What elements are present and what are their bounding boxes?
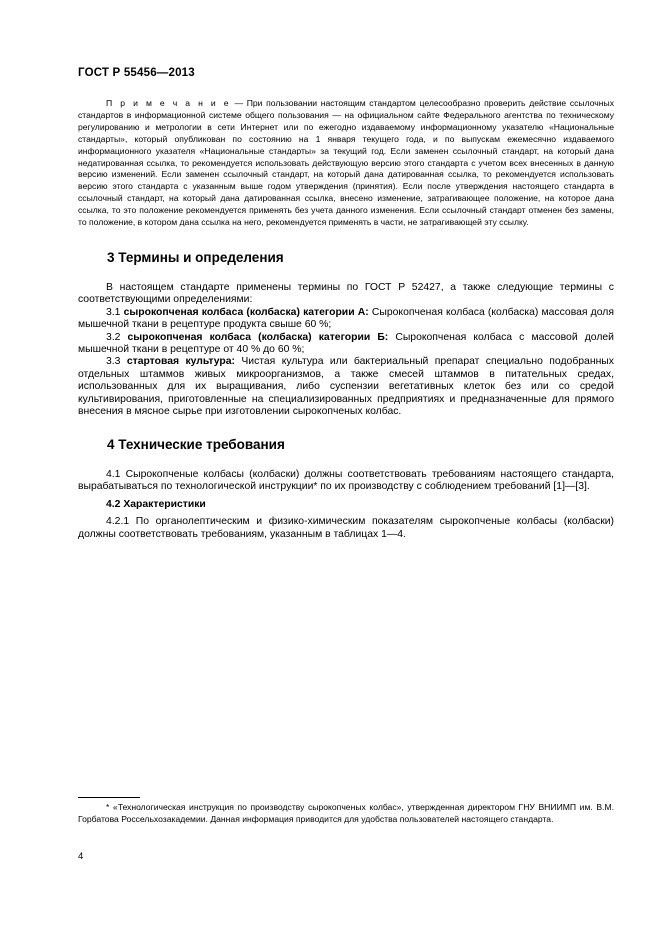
term-number: 3.2 <box>106 331 128 343</box>
section-3-title: 3 Термины и определения <box>107 250 284 265</box>
section-4-title: 4 Технические требования <box>107 437 285 452</box>
note-block <box>78 98 614 229</box>
section-4-body <box>78 469 614 541</box>
section-3-intro: В настоящем стандарте применены термины по ГОСТ Р 52427, а также следующие термины с соответствующими определениями: <box>78 282 614 306</box>
term-3-2 <box>78 332 614 357</box>
page-number: 4 <box>78 851 84 862</box>
term-3-3 <box>78 356 614 418</box>
term-name: сырокопченая колбаса (колбаска) категории Б: <box>127 331 389 343</box>
document-header: ГОСТ Р 55456—2013 <box>78 67 195 79</box>
term-definition: Чистая культура или бактериальный препарат специально подобранных отдельных штаммов живых микроорганизмов, а также смесей штаммов в питательных средах, использованных для их выращивания, либо суспензии вегетативных клеток без или со средой культивирования, приготовленные на специализированных предприятиях и предназначенные для прямого внесения в мясное сырье при изготовлении сырокопченых колбас. <box>78 356 614 418</box>
term-definition: Сырокопченая колбаса с массовой долей мышечной ткани в рецептуре от 40 % до 60 %; <box>78 331 614 356</box>
term-number: 3.1 <box>106 306 124 318</box>
footnote-divider <box>78 797 140 798</box>
footnote <box>78 802 614 826</box>
note-text: — При пользовании настоящим стандартом целесообразно проверить действие ссылочных стандартов в информационной системе общего пользования — на официальном сайте Федерального агентства по техническому регулированию и метрологии в сети Интернет или по ежегодно издаваемому информационному указателю «Национальные стандарты», который опубликован по состоянию на 1 января текущего года, и по выпускам ежемесячно издаваемого информационного указателя «Национальные стандарты» за текущий год. Если заменен ссылочный стандарт, на который дана недатированная ссылка, то рекомендуется использовать действующую версию этого стандарта с учетом всех внесенных в данную версию изменений. Если заменен ссылочный стандарт, на который дана датированная ссылка, то рекомендуется использовать версию этого стандарта с указанным выше годом утверждения (принятия). Если после утверждения настоящего стандарта в ссылочный стандарт, на который дана датированная ссылка, внесено изменение, затрагивающее положение, на которое дана ссылка, то это положение рекомендуется применять без учета данного изменения. Если ссылочный стандарт отменен без замены, то положение, в котором дана ссылка на него, рекомендуется применять в части, не затрагивающей эту ссылку. <box>78 98 614 228</box>
paragraph-4-2-1: 4.2.1 По органолептическим и физико-химическим показателям сырокопченые колбасы (колбаски) должны соответствовать требованиям, указанным в таблицах 1—4. <box>78 516 614 540</box>
note-label: П р и м е ч а н и е <box>106 98 231 108</box>
term-name: стартовая культура: <box>126 356 235 368</box>
term-number: 3.3 <box>106 356 127 368</box>
paragraph-4-1: 4.1 Сырокопченые колбасы (колбаски) должны соответствовать требованиям настоящего стандарта, вырабатываться по технологической инструкции* по их производству с соблюдением требований [1]—[3]. <box>78 469 614 493</box>
term-3-1 <box>78 307 614 332</box>
footnote-text: * «Технологическая инструкция по производству сырокопченых колбас», утвержденная директором ГНУ ВНИИМП им. В.М. Горбатова Россельхозакадемии. Данная информация приводится для удобства пользователей настоящего стандарта. <box>78 802 614 824</box>
term-name: сырокопченая колбаса (колбаска) категории А: <box>123 306 369 318</box>
term-definition: Сырокопченая колбаса (колбаска) массовая доля мышечной ткани в рецептуре продукта свыше 60 %; <box>78 306 614 331</box>
subsection-4-2-title: 4.2 Характеристики <box>106 498 206 510</box>
section-3-body <box>78 282 614 418</box>
